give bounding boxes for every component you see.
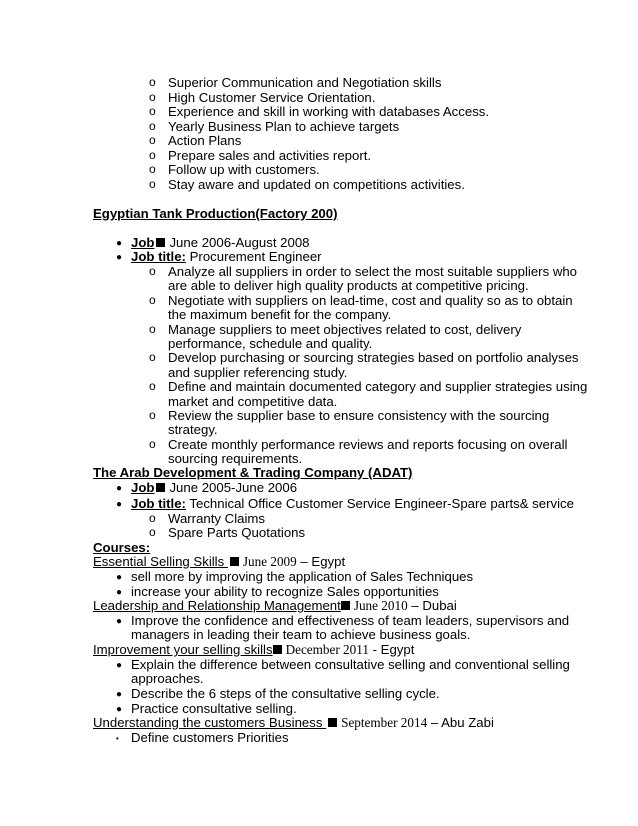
course-date: September 2014 [341, 715, 428, 730]
square-bullet-icon [341, 601, 350, 610]
duty-line: Analyze all suppliers in order to select the most suitable suppliers who [168, 264, 578, 279]
circle-bullet-icon: o [149, 511, 156, 525]
square-bullet-icon [230, 557, 239, 566]
circle-bullet-icon: o [149, 379, 156, 393]
circle-bullet-icon: o [149, 408, 156, 422]
course-point: approaches. [131, 671, 204, 686]
duty-line: Review the supplier base to ensure consistency with the sourcing [168, 408, 550, 423]
circle-bullet-icon: o [149, 162, 156, 176]
course-place: – Abu Zabi [427, 715, 494, 730]
duty-line: sourcing requirements. [168, 451, 303, 466]
course-place: - Egypt [368, 642, 415, 657]
courses-heading: Courses: [93, 540, 151, 555]
bullet-icon: ● [116, 499, 123, 510]
course-point: increase your ability to recognize Sales opportunities [131, 584, 439, 599]
job-dates: June 2005-June 2006 [169, 480, 298, 495]
square-bullet-icon [156, 238, 165, 247]
job-title-label: Job title: [131, 496, 186, 511]
course-date: December 2011 [285, 642, 369, 657]
job-title-line [131, 496, 574, 511]
square-bullet-icon [328, 718, 337, 727]
job-title-value: Procurement Engineer [189, 249, 322, 264]
course-name: Improvement your selling skills [93, 642, 273, 657]
bullet-icon: ● [116, 572, 123, 583]
bullet-icon: • [116, 734, 119, 743]
skill-item: Action Plans [168, 133, 242, 148]
course-line [93, 598, 457, 613]
skill-item: Follow up with customers. [168, 162, 320, 177]
duty-line: are able to deliver high quality products at competitive pricing. [168, 278, 529, 293]
course-date: June 2010 [353, 598, 408, 613]
skill-item: Stay aware and updated on competitions activities. [168, 177, 465, 192]
duty-line: market and competitive data. [168, 394, 338, 409]
course-point: sell more by improving the application of Sales Techniques [131, 569, 474, 584]
circle-bullet-icon: o [149, 437, 156, 451]
job-dates-line [131, 480, 297, 495]
duty-line: Create monthly performance reviews and reports focusing on overall [168, 437, 568, 452]
circle-bullet-icon: o [149, 90, 156, 104]
circle-bullet-icon: o [149, 293, 156, 307]
company-heading: The Arab Development & Trading Company (ADAT) [93, 465, 413, 480]
course-point: Improve the confidence and effectiveness of team leaders, supervisors and [131, 613, 570, 628]
job-label: Job [131, 480, 155, 495]
duty-line: the maximum benefit for the company. [168, 307, 392, 322]
circle-bullet-icon: o [149, 148, 156, 162]
duty-line: Warranty Claims [168, 511, 265, 526]
bullet-icon: ● [116, 689, 123, 700]
job-title-line [131, 249, 322, 264]
duty-line: strategy. [168, 422, 218, 437]
square-bullet-icon [273, 645, 282, 654]
duty-line: Manage suppliers to meet objectives related to cost, delivery [168, 322, 522, 337]
circle-bullet-icon: o [149, 322, 156, 336]
duty-line: Spare Parts Quotations [168, 525, 306, 540]
circle-bullet-icon: o [149, 350, 156, 364]
skill-item: High Customer Service Orientation. [168, 90, 376, 105]
bullet-icon: ● [116, 252, 123, 263]
course-place: – Dubai [407, 598, 457, 613]
bullet-icon: ● [116, 616, 123, 627]
skill-item: Experience and skill in working with databases Access. [168, 104, 490, 119]
course-place: – Egypt [296, 554, 346, 569]
course-line [93, 554, 345, 569]
duty-line: Define and maintain documented category and supplier strategies using [168, 379, 588, 394]
circle-bullet-icon: o [149, 264, 156, 278]
skill-item: Superior Communication and Negotiation skills [168, 75, 442, 90]
job-title-label: Job title: [131, 249, 186, 264]
circle-bullet-icon: o [149, 104, 156, 118]
course-point: Define customers Priorities [131, 730, 289, 745]
circle-bullet-icon: o [149, 525, 156, 539]
job-label: Job [131, 235, 155, 250]
job-dates-line [131, 235, 310, 250]
course-point: Explain the difference between consultative selling and conventional selling [131, 657, 570, 672]
company-heading: Egyptian Tank Production(Factory 200) [93, 206, 338, 221]
circle-bullet-icon: o [149, 177, 156, 191]
course-point: Describe the 6 steps of the consultative selling cycle. [131, 686, 440, 701]
course-name: Understanding the customers Business [93, 715, 327, 730]
job-title-value: Technical Office Customer Service Engineer-Spare parts& service [189, 496, 574, 511]
square-bullet-icon [156, 483, 165, 492]
duty-line: Develop purchasing or sourcing strategies based on portfolio analyses [168, 350, 579, 365]
duty-line: performance, schedule and quality. [168, 336, 373, 351]
course-line [93, 642, 414, 657]
course-name: Leadership and Relationship Management [93, 598, 341, 613]
circle-bullet-icon: o [149, 133, 156, 147]
course-point: Practice consultative selling. [131, 701, 297, 716]
course-line [93, 715, 494, 730]
bullet-icon: ● [116, 704, 123, 715]
skill-item: Prepare sales and activities report. [168, 148, 372, 163]
bullet-icon: ● [116, 238, 123, 249]
skill-item: Yearly Business Plan to achieve targets [168, 119, 400, 134]
bullet-icon: ● [116, 587, 123, 598]
circle-bullet-icon: o [149, 75, 156, 89]
course-name: Essential Selling Skills [93, 554, 228, 569]
course-point: managers in leading their team to achieve business goals. [131, 627, 471, 642]
bullet-icon: ● [116, 483, 123, 494]
circle-bullet-icon: o [149, 119, 156, 133]
course-date: June 2009 [242, 554, 297, 569]
duty-line: and supplier referencing study. [168, 365, 348, 380]
bullet-icon: ● [116, 660, 123, 671]
duty-line: Negotiate with suppliers on lead-time, cost and quality so as to obtain [168, 293, 573, 308]
job-dates: June 2006-August 2008 [169, 235, 310, 250]
